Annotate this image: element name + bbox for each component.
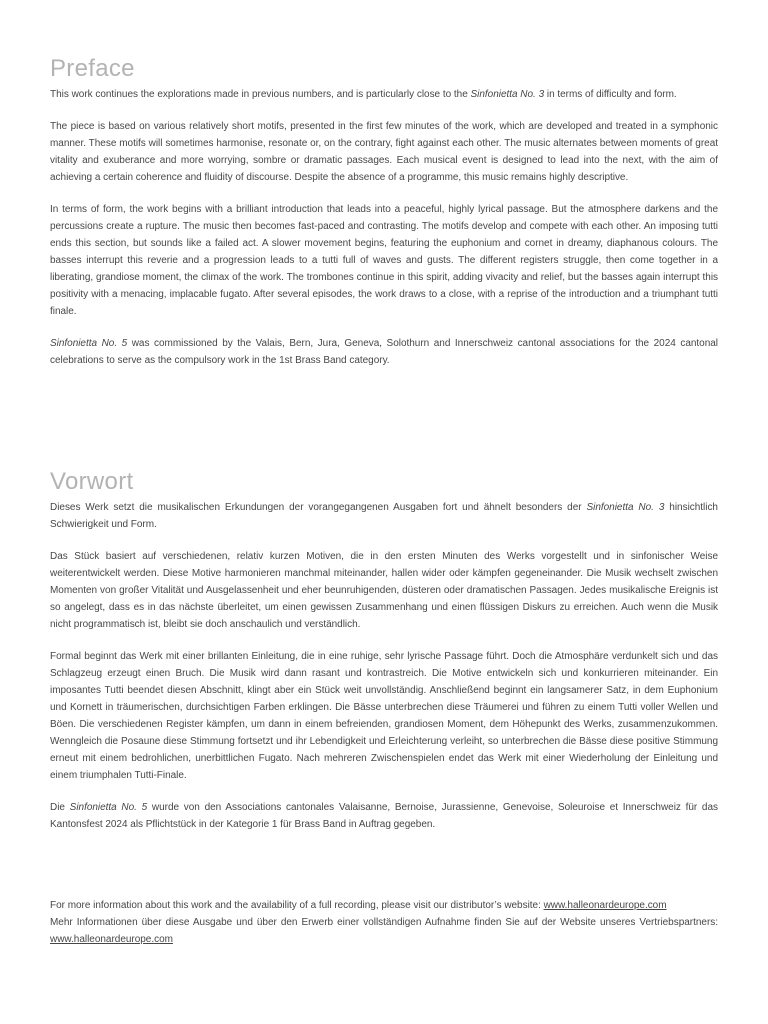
paragraph — [50, 799, 718, 833]
paragraph — [50, 914, 718, 948]
footer — [50, 897, 718, 948]
paragraph — [50, 897, 718, 914]
work-title-italic: Sinfonietta No. 5 — [69, 802, 148, 813]
text-segment: This work continues the explorations made in previous numbers, and is particularly close to the — [50, 89, 471, 100]
preface-paragraphs — [50, 86, 718, 369]
text-segment: Formal beginnt das Werk mit einer brillanten Einleitung, die in eine ruhige, sehr lyrische Passage führt. Doch die Atmosphäre verdunkelt sich und das Schlagzeug erzeugt einen Bruch. Die Musik wird dann rasant und kontrastreich. Die Motive entwickeln sich und konkurrieren miteinander. Ein imposantes Tutti beendet diesen Abschnitt, klingt aber ein Stück weit unvollständig. Anschließend beginnt ein langsamerer Satz, in dem Euphonium und Kornett in träumerischen, durchsichtigen Farben erklingen. Die Bässe unterbrechen diese Träumerei und führen zu einem Tutti voller Wellen und Böen. Die verschiedenen Register kämpfen, um dann in einem befreienden, grandiosen Moment, dem Höhepunkt des Werks, zusammenzukommen. Wenngleich die Posaune diese Stimmung fortsetzt und ihr Lebendigkeit und Erleichterung verleiht, so unterbrechen die Bässe diese positive Stimmung erneut mit einem bedrohlichen, unerbittlichen Fugato. Nach mehreren Zwischenspielen endet das Werk mit einer Wiederholung der Einleitung und einem triumphalen Tutti-Finale. — [50, 651, 718, 781]
text-segment: Mehr Informationen über diese Ausgabe und über den Erwerb einer vollständigen Aufnahme finden Sie auf der Website unseres Vertriebspartners: — [50, 917, 718, 928]
distributor-website-link[interactable]: www.halleonardeurope.com — [543, 900, 667, 911]
vorwort-paragraphs — [50, 499, 718, 833]
work-title-italic: Sinfonietta No. 5 — [50, 338, 128, 349]
text-segment: Die — [50, 802, 70, 813]
paragraph — [50, 201, 718, 320]
text-segment: For more information about this work and the availability of a full recording, please visit our distributor’s website: — [50, 900, 544, 911]
paragraph — [50, 548, 718, 633]
preface-heading: Preface — [50, 55, 135, 82]
paragraph — [50, 86, 718, 103]
text-segment: in terms of difficulty and form. — [544, 89, 677, 100]
text-segment: Dieses Werk setzt die musikalischen Erkundungen der vorangegangenen Ausgaben fort und ähnelt besonders der — [50, 502, 587, 513]
text-segment: was commissioned by the Valais, Bern, Jura, Geneva, Solothurn and Innerschweiz cantonal associations for the 2024 cantonal celebrations to serve as the compulsory work in the 1st Brass Band category. — [50, 338, 718, 366]
paragraph — [50, 335, 718, 369]
work-title-italic: Sinfonietta No. 3 — [586, 502, 665, 513]
preface-section — [50, 56, 718, 369]
vorwort-section — [50, 469, 718, 833]
vorwort-heading: Vorwort — [50, 468, 134, 495]
text-segment: Das Stück basiert auf verschiedenen, relativ kurzen Motiven, die in den ersten Minuten des Werks vorgestellt und in sinfonischer Weise weiterentwickelt werden. Diese Motive harmonieren manchmal miteinander, hallen wider oder kämpfen gegeneinander. Die Musik wechselt zwischen Momenten von großer Vitalität und Ausgelassenheit und eher beunruhigenden, düsteren oder dramatischen Passagen. Jedes musikalische Ereignis ist so angelegt, dass es in das nächste überleitet, um einen gewissen Zusammenhang und einen flüssigen Diskurs zu erreichen. Auch wenn die Musik nicht programmatisch ist, bleibt sie doch anschaulich und verständlich. — [50, 551, 718, 630]
work-title-italic: Sinfonietta No. 3 — [470, 89, 545, 100]
text-segment: wurde von den Associations cantonales Valaisanne, Bernoise, Jurassienne, Genevoise, Soleuroise et Innerschweiz für das Kantonsfest 2024 als Pflichtstück in der Kategorie 1 für Brass Band in Auftrag gegeben. — [50, 802, 718, 830]
text-segment: hinsichtlich Schwierigkeit und Form. — [50, 502, 718, 530]
footer-lines — [50, 897, 718, 948]
paragraph — [50, 118, 718, 186]
paragraph — [50, 499, 718, 533]
text-segment: In terms of form, the work begins with a brilliant introduction that leads into a peaceful, highly lyrical passage. But the atmosphere darkens and the percussions create a rupture. The music then becomes fast-paced and contrasting. The motifs develop and compete with each other. An imposing tutti ends this section, but sounds like a failed act. A slower movement begins, featuring the euphonium and cornet in dreamy, diaphanous colours. The basses interrupt this reverie and a progression leads to a tutti full of waves and gusts. The different registers struggle, then come together in a liberating, grandiose moment, the climax of the work. The trombones continue in this spirit, adding vivacity and relief, but the basses again interrupt this positivity with a menacing, implacable fugato. After several episodes, the work draws to a close, with a reprise of the introduction and a triumphant tutti finale. — [50, 204, 718, 317]
text-segment: The piece is based on various relatively short motifs, presented in the first few minutes of the work, which are developed and treated in a symphonic manner. These motifs will sometimes harmonise, resonate or, on the contrary, fight against each other. The music alternates between moments of great vitality and exuberance and more worrying, sombre or dramatic passages. Each musical event is designed to lead into the next, with the aim of achieving a certain coherence and fluidity of discourse. Despite the absence of a programme, this music remains highly descriptive. — [50, 121, 718, 183]
paragraph — [50, 648, 718, 784]
distributor-website-link[interactable]: www.halleonardeurope.com — [50, 934, 173, 945]
